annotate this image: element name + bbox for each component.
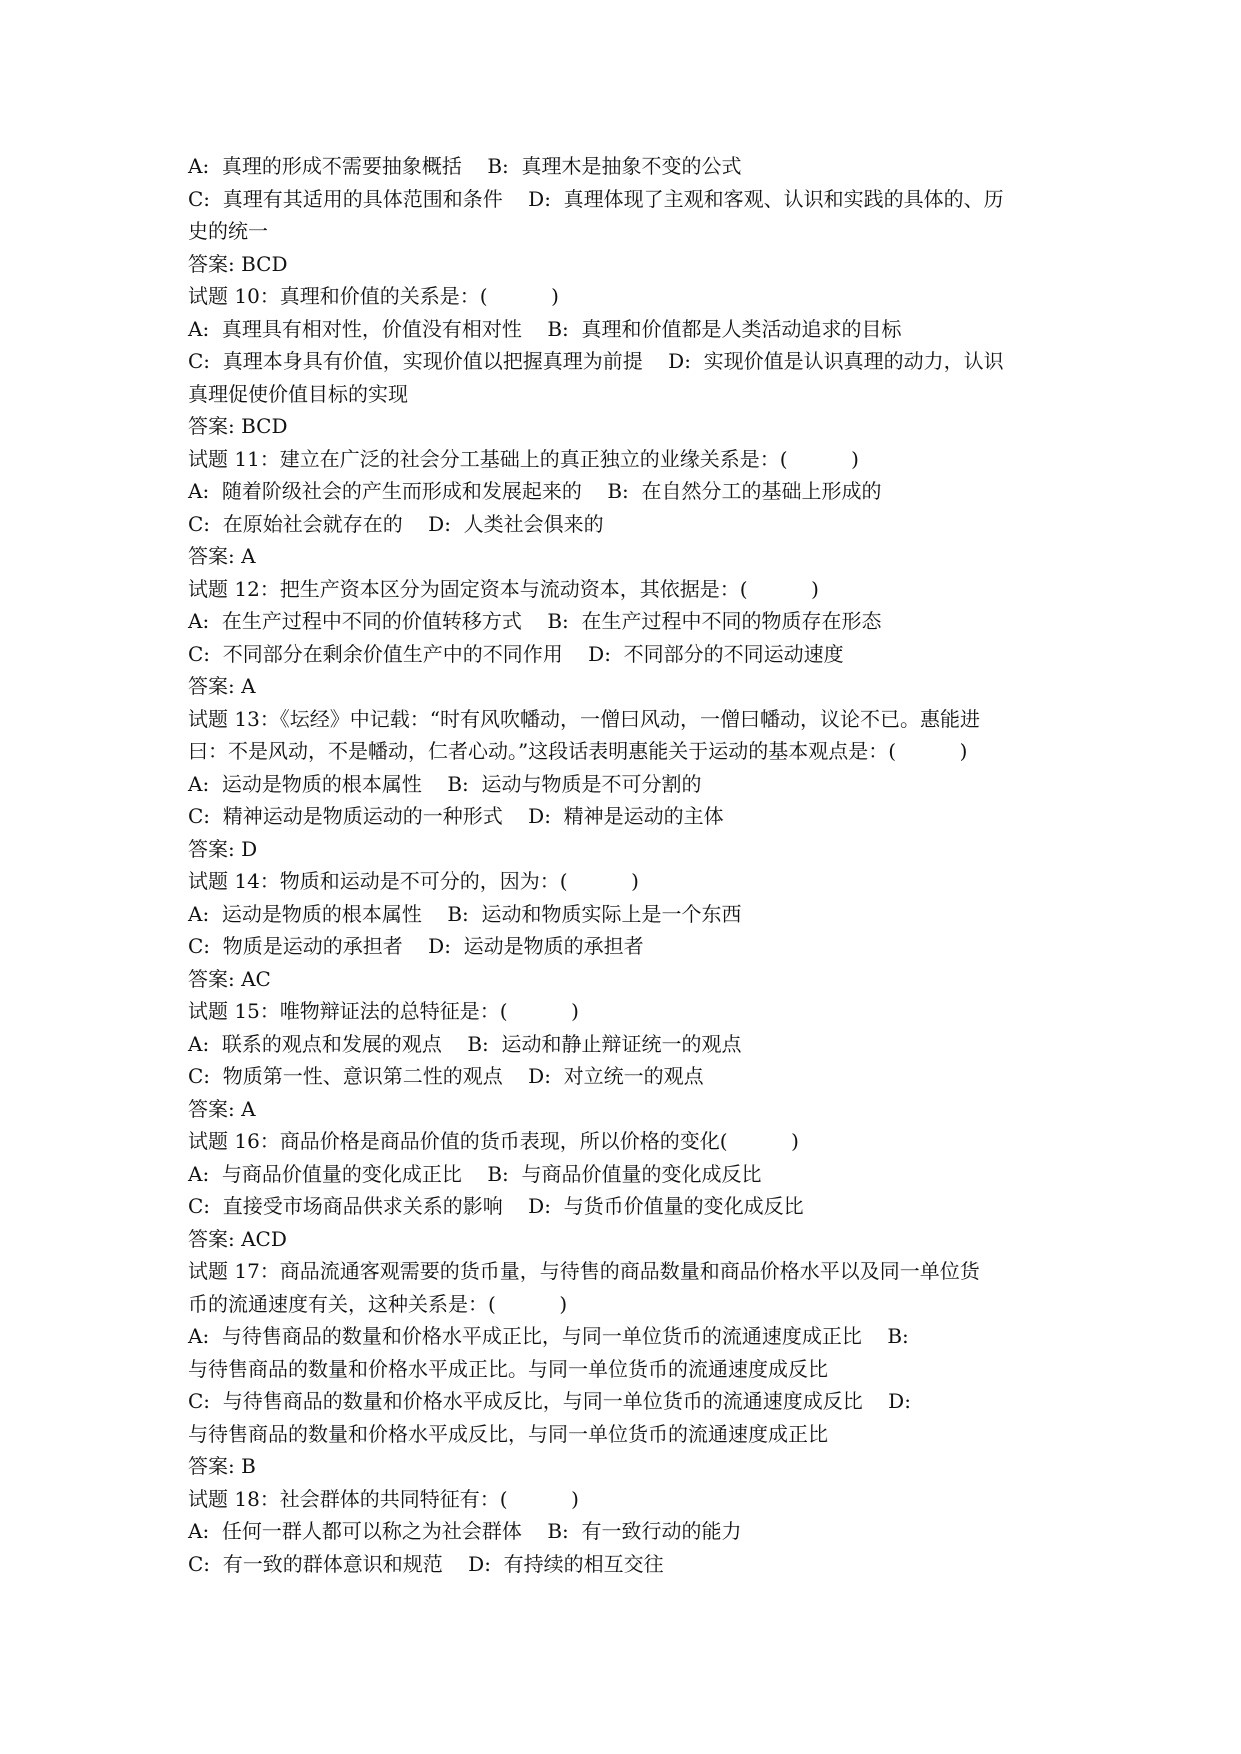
option-line: C: 直接受市场商品供求关系的影响 D: 与货币价值量的变化成反比 [188,1194,804,1218]
option-line: A: 与商品价值量的变化成正比 B: 与商品价值量的变化成反比 [188,1161,762,1186]
answer-line: 答案: A [188,544,256,568]
question-line: 试题 12：把生产资本区分为固定资本与流动资本，其依据是：( ) [188,576,819,601]
option-line: C: 真理有其适用的具体范围和条件 D: 真理体现了主观和客观、认识和实践的具体的、历 [188,186,1004,211]
option-line: A: 随着阶级社会的产生而形成和发展起来的 B: 在自然分工的基础上形成的 [188,479,882,503]
question-line: 试题 18：社会群体的共同特征有：( ) [188,1486,579,1511]
answer-line: 答案: BCD [188,414,288,438]
option-line: C: 在原始社会就存在的 D: 人类社会俱来的 [188,511,604,536]
option-line: C: 精神运动是物质运动的一种形式 D: 精神是运动的主体 [188,804,724,828]
option-line: A: 与待售商品的数量和价格水平成正比，与同一单位货币的流通速度成正比 B: [188,1324,909,1348]
option-line: A: 联系的观点和发展的观点 B: 运动和静止辩证统一的观点 [188,1031,742,1056]
answer-line: 答案: AC [188,966,271,991]
text-line: 真理促使价值目标的实现 [188,381,408,406]
text-line: 与待售商品的数量和价格水平成正比。与同一单位货币的流通速度成反比 [188,1356,828,1381]
question-line: 试题 15：唯物辩证法的总特征是：( ) [188,999,579,1023]
answer-line: 答案: D [188,836,258,861]
text-line: 曰：不是风动，不是幡动，仁者心动。”这段话表明惠能关于运动的基本观点是：( ) [188,739,968,763]
answer-line: 答案: A [188,674,256,698]
option-line: A: 真理的形成不需要抽象概括 B: 真理木是抽象不变的公式 [188,154,742,178]
question-line: 试题 13：《坛经》中记载：“时有风吹幡动，一僧曰风动，一僧曰幡动，议论不已。惠能进 [188,706,981,731]
question-line: 试题 16：商品价格是商品价值的货币表现，所以价格的变化( ) [188,1129,799,1153]
text-line: 史的统一 [188,219,268,243]
option-line: C: 真理本身具有价值，实现价值以把握真理为前提 D: 实现价值是认识真理的动力，认识 [188,349,1004,373]
option-line: A: 真理具有相对性，价值没有相对性 B: 真理和价值都是人类活动追求的目标 [188,316,902,341]
answer-line: 答案: A [188,1096,256,1121]
question-line: 试题 11：建立在广泛的社会分工基础上的真正独立的业缘关系是：( ) [188,446,859,471]
option-line: A: 运动是物质的根本属性 B: 运动与物质是不可分割的 [188,771,702,796]
text-line: 币的流通速度有关，这种关系是：( ) [188,1291,568,1316]
question-line: 试题 17：商品流通客观需要的货币量，与待售的商品数量和商品价格水平以及同一单位货 [188,1259,980,1283]
option-line: A: 任何一群人都可以称之为社会群体 B: 有一致行动的能力 [188,1519,742,1543]
document-page [188,150,1068,1580]
question-line: 试题 14：物质和运动是不可分的，因为：( ) [188,869,639,893]
option-line: C: 不同部分在剩余价值生产中的不同作用 D: 不同部分的不同运动速度 [188,641,844,666]
option-line: A: 在生产过程中不同的价值转移方式 B: 在生产过程中不同的物质存在形态 [188,609,882,633]
option-line: A: 运动是物质的根本属性 B: 运动和物质实际上是一个东西 [188,901,742,926]
answer-line: 答案: B [188,1454,256,1478]
text-line: 与待售商品的数量和价格水平成反比，与同一单位货币的流通速度成正比 [188,1421,828,1446]
question-line: 试题 10：真理和价值的关系是：( ) [188,284,559,308]
answer-line: 答案: BCD [188,251,288,276]
option-line: C: 物质是运动的承担者 D: 运动是物质的承担者 [188,934,644,958]
answer-line: 答案: ACD [188,1226,287,1251]
option-line: C: 有一致的群体意识和规范 D: 有持续的相互交往 [188,1551,664,1576]
option-line: C: 与待售商品的数量和价格水平成反比，与同一单位货币的流通速度成反比 D: [188,1389,911,1413]
option-line: C: 物质第一性、意识第二性的观点 D: 对立统一的观点 [188,1064,704,1088]
